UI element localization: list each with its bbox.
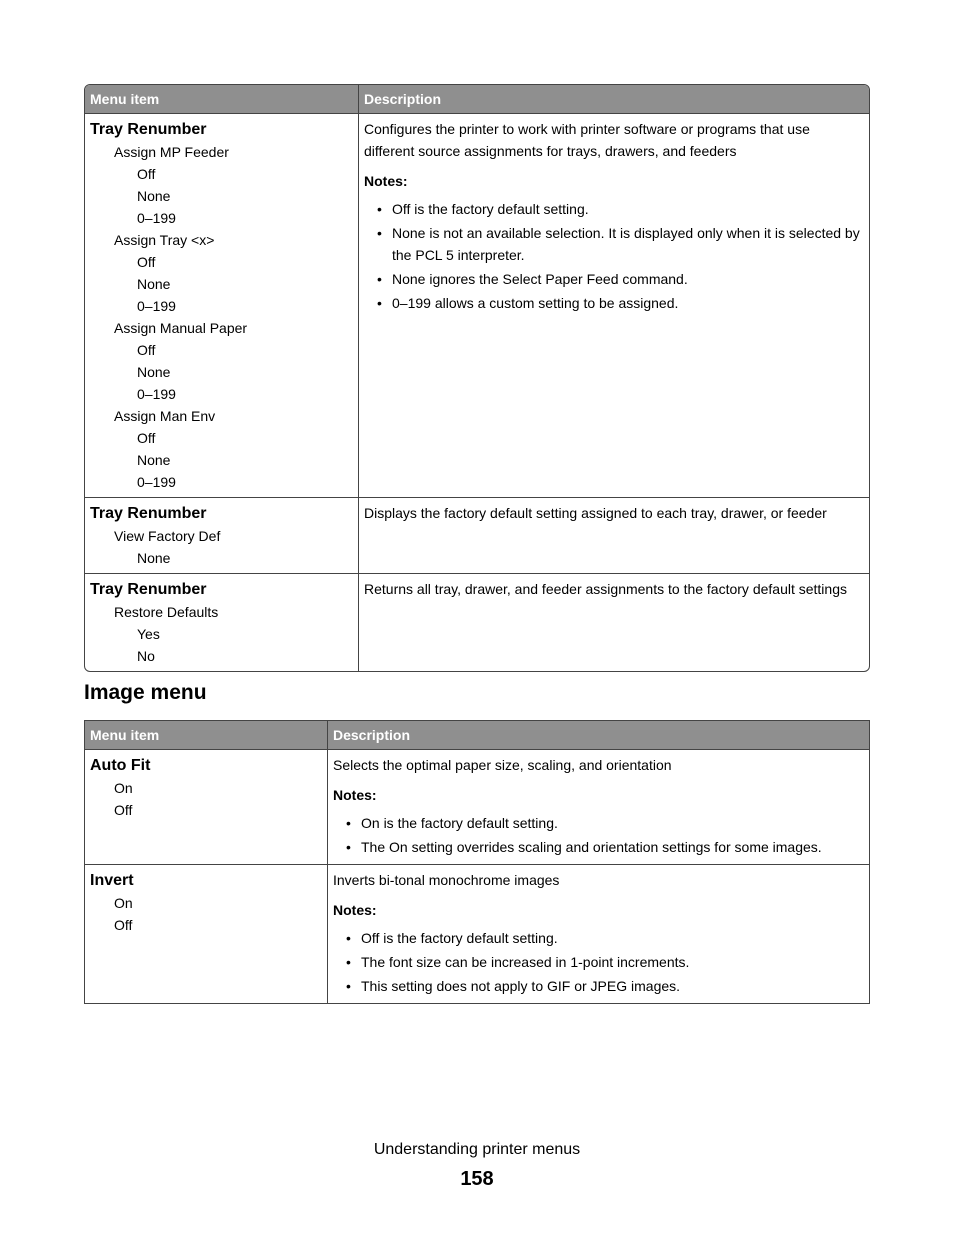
menu-value: Off — [137, 254, 156, 270]
description-text: Selects the optimal paper size, scaling, and orientation — [333, 757, 672, 773]
menu-value: None — [137, 188, 171, 204]
note-item: • Off is the factory default setting. — [361, 927, 864, 949]
menu-item-cell — [85, 498, 359, 574]
menu-value: 0–199 — [137, 210, 176, 226]
menu-item-title: Auto Fit — [90, 757, 151, 774]
notes-list — [364, 198, 864, 314]
notes-list — [333, 927, 864, 997]
tray-renumber-table — [84, 84, 870, 672]
column-header-menu-item: Menu item — [85, 721, 328, 750]
description-cell — [328, 750, 869, 865]
menu-item-cell — [85, 574, 359, 671]
note-item: • The On setting overrides scaling and orientation settings for some images. — [361, 836, 864, 858]
image-menu-table — [84, 720, 870, 1004]
description-text: Displays the factory default setting assigned to each tray, drawer, or feeder — [364, 505, 827, 521]
menu-option: Assign Tray <x> — [114, 232, 215, 248]
menu-value: On — [114, 780, 133, 796]
menu-item-cell — [85, 750, 328, 865]
menu-value: Off — [114, 802, 133, 818]
table-header-row — [85, 85, 869, 114]
notes-list — [333, 812, 864, 858]
page-number: 158 — [460, 1168, 494, 1190]
note-item: • Off is the factory default setting. — [392, 198, 864, 220]
column-header-description: Description — [359, 85, 869, 114]
menu-option: Restore Defaults — [114, 604, 219, 620]
notes-label: Notes: — [333, 787, 377, 803]
table-row — [85, 574, 869, 671]
menu-value: None — [137, 364, 171, 380]
menu-value: Yes — [137, 626, 160, 642]
menu-value: None — [137, 452, 171, 468]
note-item: • The font size can be increased in 1-point increments. — [361, 951, 864, 973]
menu-item-title: Tray Renumber — [90, 581, 207, 598]
notes-label: Notes: — [364, 173, 408, 189]
menu-option: Assign Man Env — [114, 408, 216, 424]
table-row — [85, 114, 869, 498]
note-item: • This setting does not apply to GIF or JPEG images. — [361, 975, 864, 997]
description-cell — [359, 114, 869, 498]
menu-value: Off — [137, 430, 156, 446]
menu-value: None — [137, 550, 171, 566]
section-heading: Image menu — [84, 681, 207, 704]
footer-section-title: Understanding printer menus — [373, 1141, 581, 1158]
menu-value: On — [114, 895, 133, 911]
menu-value: No — [137, 648, 155, 664]
column-header-menu-item: Menu item — [85, 85, 359, 114]
menu-item-cell — [85, 865, 328, 1003]
menu-item-cell — [85, 114, 359, 498]
menu-option: View Factory Def — [114, 528, 221, 544]
description-cell — [359, 574, 869, 671]
menu-item-title: Tray Renumber — [90, 505, 207, 522]
description-text: Configures the printer to work with printer software or programs that use different source assignments for trays, drawers, and feeders — [364, 121, 810, 159]
menu-value: Off — [114, 917, 133, 933]
menu-item-title: Tray Renumber — [90, 121, 207, 138]
note-item: • None ignores the Select Paper Feed command. — [392, 268, 864, 290]
description-text: Returns all tray, drawer, and feeder assignments to the factory default settings — [364, 581, 847, 597]
description-cell — [328, 865, 869, 1003]
menu-value: None — [137, 276, 171, 292]
menu-value: Off — [137, 166, 156, 182]
menu-value: 0–199 — [137, 386, 176, 402]
table-header-row — [85, 721, 869, 750]
table-row — [85, 865, 869, 1003]
note-item: • None is not an available selection. It is displayed only when it is selected by the PCL 5 interpreter. — [392, 222, 864, 266]
menu-value: 0–199 — [137, 474, 176, 490]
menu-value: 0–199 — [137, 298, 176, 314]
column-header-description: Description — [328, 721, 869, 750]
note-item: • 0–199 allows a custom setting to be assigned. — [392, 292, 864, 314]
menu-option: Assign MP Feeder — [114, 144, 229, 160]
menu-option: Assign Manual Paper — [114, 320, 248, 336]
menu-value: Off — [137, 342, 156, 358]
table-row — [85, 498, 869, 574]
table-row — [85, 750, 869, 865]
menu-item-title: Invert — [90, 872, 134, 889]
note-item: • On is the factory default setting. — [361, 812, 864, 834]
notes-label: Notes: — [333, 902, 377, 918]
description-cell — [359, 498, 869, 574]
description-text: Inverts bi-tonal monochrome images — [333, 872, 560, 888]
